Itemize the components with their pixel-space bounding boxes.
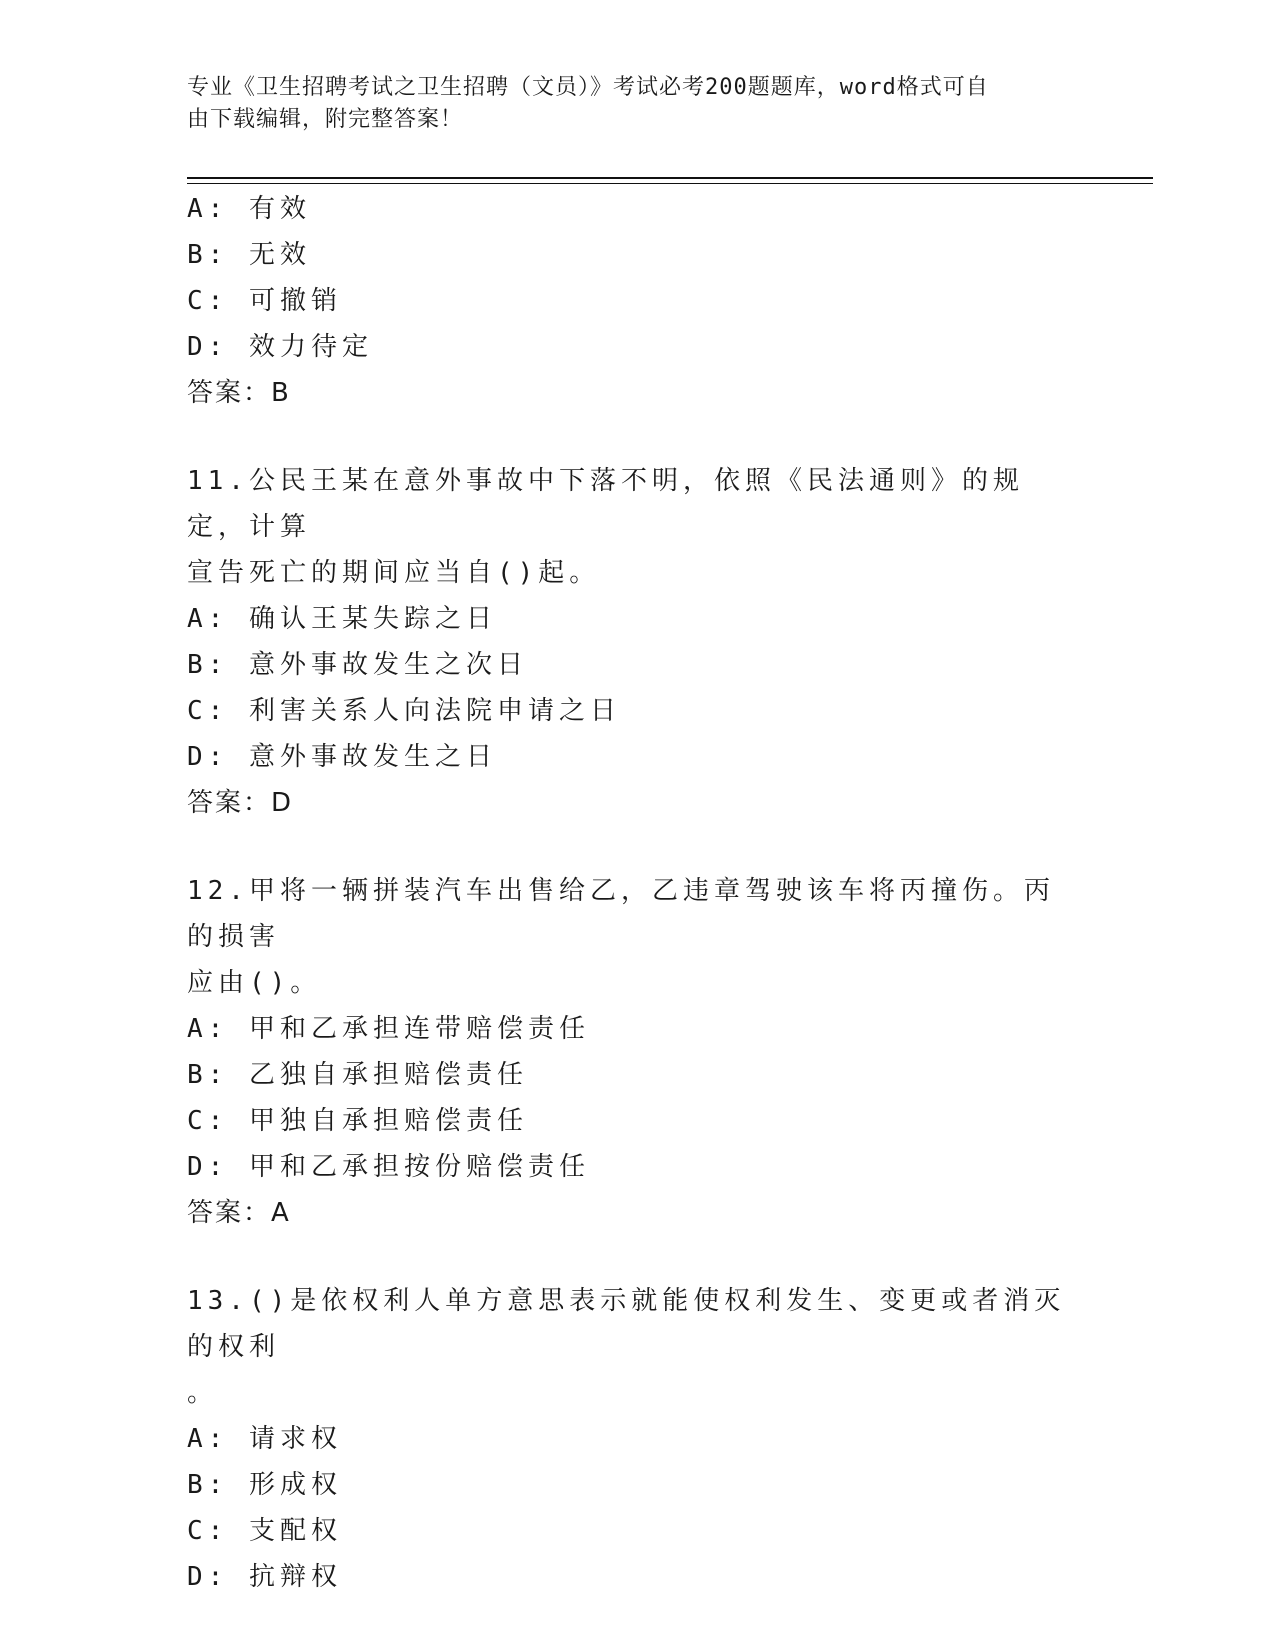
header-divider-thin xyxy=(187,183,1153,184)
option-d: D: 甲和乙承担按份赔偿责任 xyxy=(187,1152,590,1182)
header-line-2: 由下载编辑，附完整答案！ xyxy=(187,107,464,132)
header-line-1: 专业《卫生招聘考试之卫生招聘（文员）》考试必考200题题库，word格式可自 xyxy=(187,75,989,100)
question-10 xyxy=(187,186,1087,416)
option-a: A: 确认王某失踪之日 xyxy=(187,604,497,634)
question-text-line-2: 宣告死亡的期间应当自()起。 xyxy=(187,558,601,588)
document-header xyxy=(187,72,1067,136)
question-text-line-2: 。 xyxy=(187,1378,219,1408)
question-text-line-1: 12.甲将一辆拼装汽车出售给乙，乙违章驾驶该车将丙撞伤。丙的损害 xyxy=(187,876,1055,952)
option-c: C: 可撤销 xyxy=(187,286,342,316)
question-list xyxy=(187,186,1087,1600)
option-a: A: 甲和乙承担连带赔偿责任 xyxy=(187,1014,590,1044)
option-a: A: 请求权 xyxy=(187,1424,342,1454)
question-text-line-2: 应由()。 xyxy=(187,968,322,998)
question-text xyxy=(187,458,1067,596)
header-divider-thick xyxy=(187,177,1153,179)
option-b: B: 无效 xyxy=(187,240,311,270)
question-text-line-1: 11.公民王某在意外事故中下落不明，依照《民法通则》的规定，计算 xyxy=(187,466,1024,542)
question-text xyxy=(187,1278,1067,1416)
option-b: B: 意外事故发生之次日 xyxy=(187,650,528,680)
option-b: B: 形成权 xyxy=(187,1470,342,1500)
option-d: D: 意外事故发生之日 xyxy=(187,742,497,772)
question-13 xyxy=(187,1278,1087,1600)
option-d: D: 效力待定 xyxy=(187,332,373,362)
option-b: B: 乙独自承担赔偿责任 xyxy=(187,1060,528,1090)
option-c: C: 利害关系人向法院申请之日 xyxy=(187,696,621,726)
answer: 答案：B xyxy=(187,378,291,408)
option-a: A: 有效 xyxy=(187,194,311,224)
option-c: C: 支配权 xyxy=(187,1516,342,1546)
option-d: D: 抗辩权 xyxy=(187,1562,342,1592)
question-text-line-1: 13.()是依权利人单方意思表示就能使权利发生、变更或者消灭的权利 xyxy=(187,1286,1066,1362)
question-text xyxy=(187,868,1067,1006)
answer: 答案：D xyxy=(187,788,294,818)
answer: 答案：A xyxy=(187,1198,291,1228)
question-12 xyxy=(187,868,1087,1236)
option-c: C: 甲独自承担赔偿责任 xyxy=(187,1106,528,1136)
question-11 xyxy=(187,458,1087,826)
